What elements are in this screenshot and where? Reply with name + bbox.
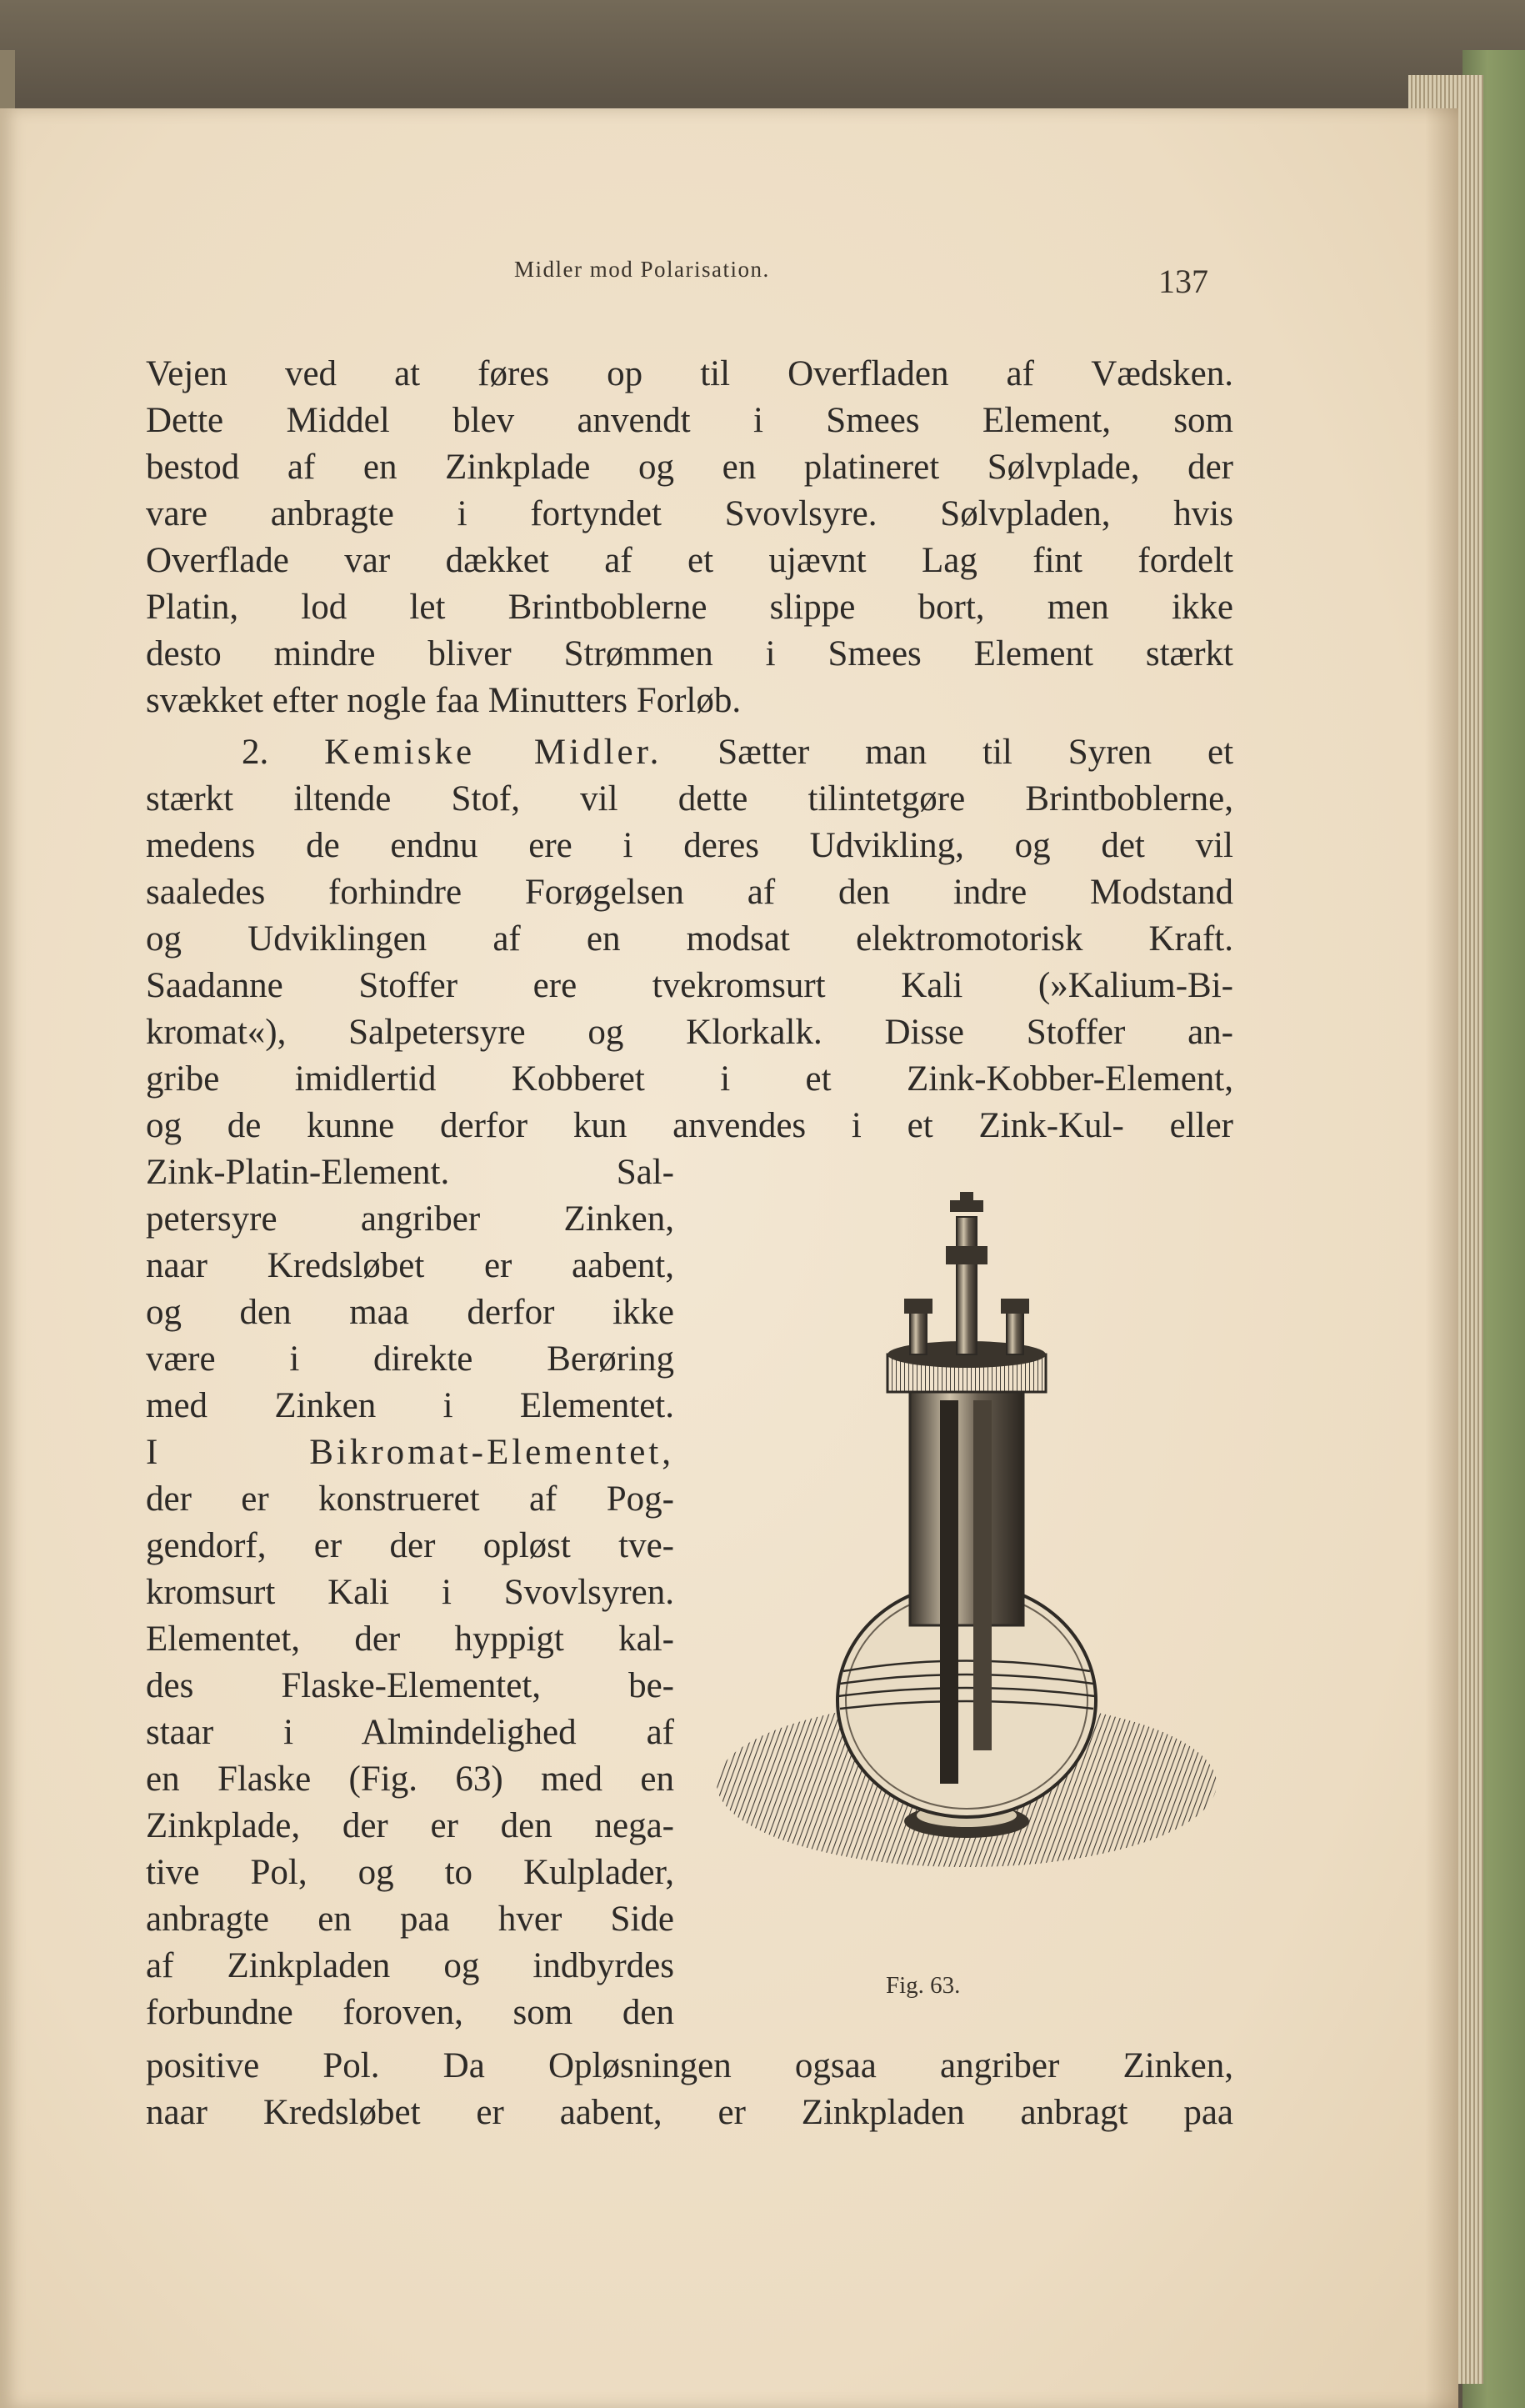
text-line: forbundne foroven, som den xyxy=(146,1993,674,2032)
text-line: og Udviklingen af en modsat elektromotorisk Kraft. xyxy=(146,919,1233,959)
text-line: gendorf, er der opløst tve- xyxy=(146,1526,674,1565)
text-line: staar i Almindelighed af xyxy=(146,1713,674,1752)
text-line: I Bikromat-Elementet, xyxy=(146,1433,674,1472)
text-line: petersyre angriber Zinken, xyxy=(146,1199,674,1239)
text-line: og den maa derfor ikke xyxy=(146,1293,674,1332)
zinc-plate xyxy=(940,1400,958,1784)
running-head: Midler mod Polarisation. xyxy=(514,257,770,282)
text-line: naar Kredsløbet er aabent, er Zinkpladen anbragt paa xyxy=(146,2093,1233,2132)
text-line: Platin, lod let Brintboblerne slippe bort, men ikke xyxy=(146,588,1233,627)
text-line: des Flaske-Elementet, be- xyxy=(146,1666,674,1705)
text-line: Vejen ved at føres op til Overfladen af Vædsken. xyxy=(146,354,1233,393)
text-line: Zink-Platin-Element. Sal- xyxy=(146,1153,674,1192)
text-line: Saadanne Stoffer ere tvekromsurt Kali (»Kalium-Bi- xyxy=(146,966,1233,1005)
text-line: kromat«), Salpetersyre og Klorkalk. Disse Stoffer an- xyxy=(146,1013,1233,1052)
text-line: der er konstrueret af Pog- xyxy=(146,1479,674,1519)
text-line: positive Pol. Da Opløsningen ogsaa angriber Zinken, xyxy=(146,2046,1233,2085)
text-line: anbragte en paa hver Side xyxy=(146,1900,674,1939)
text-line: tive Pol, og to Kulplader, xyxy=(146,1853,674,1892)
page-number: 137 xyxy=(1158,263,1208,300)
figure-63 xyxy=(692,1184,1233,1909)
text-line: Overflade var dækket af et ujævnt Lag fint fordelt xyxy=(146,541,1233,580)
text-line: være i direkte Berøring xyxy=(146,1339,674,1379)
text-line: Dette Middel blev anvendt i Smees Element, som xyxy=(146,401,1233,440)
text-line: vare anbragte i fortyndet Svovlsyre. Sølvpladen, hvis xyxy=(146,494,1233,533)
glass-neck xyxy=(910,1392,1023,1625)
bottle-element-icon xyxy=(692,1184,1233,1909)
text-line: gribe imidlertid Kobberet i et Zink-Kobber-Element, xyxy=(146,1059,1233,1099)
section-first-line-rest: Sætter man til Syren et xyxy=(718,733,1234,772)
text-line: desto mindre bliver Strømmen i Smees Element stærkt xyxy=(146,634,1233,673)
text-line: saaledes forhindre Forøgelsen af den indre Modstand xyxy=(146,873,1233,912)
text-line: kromsurt Kali i Svovlsyren. xyxy=(146,1573,674,1612)
text-line: og de kunne derfor kun anvendes i et Zink-Kul- eller xyxy=(146,1106,1233,1145)
zinc-rod xyxy=(957,1217,977,1354)
text-line: bestod af en Zinkplade og en platineret Sølvplade, der xyxy=(146,448,1233,487)
text-line: af Zinkpladen og indbyrdes xyxy=(146,1946,674,1985)
text-line: stærkt iltende Stof, vil dette tilintetgøre Brintboblerne, xyxy=(146,779,1233,819)
text-line: Zinkplade, der er den nega- xyxy=(146,1806,674,1845)
section-number: 2. xyxy=(242,733,269,772)
section-heading: Kemiske Midler. xyxy=(324,733,662,772)
text-line: medens de endnu ere i deres Udvikling, og det vil xyxy=(146,826,1233,865)
section-heading-line xyxy=(242,730,1233,775)
text-line: en Flaske (Fig. 63) med en xyxy=(146,1760,674,1799)
text-line: naar Kredsløbet er aabent, xyxy=(146,1246,674,1285)
text-line: med Zinken i Elementet. xyxy=(146,1386,674,1425)
carbon-plate xyxy=(973,1400,992,1750)
text-line: svækket efter nogle faa Minutters Forløb. xyxy=(146,681,742,720)
book-background xyxy=(0,0,1525,100)
text-line: Elementet, der hyppigt kal- xyxy=(146,1620,674,1659)
figure-caption: Fig. 63. xyxy=(886,1972,961,1999)
